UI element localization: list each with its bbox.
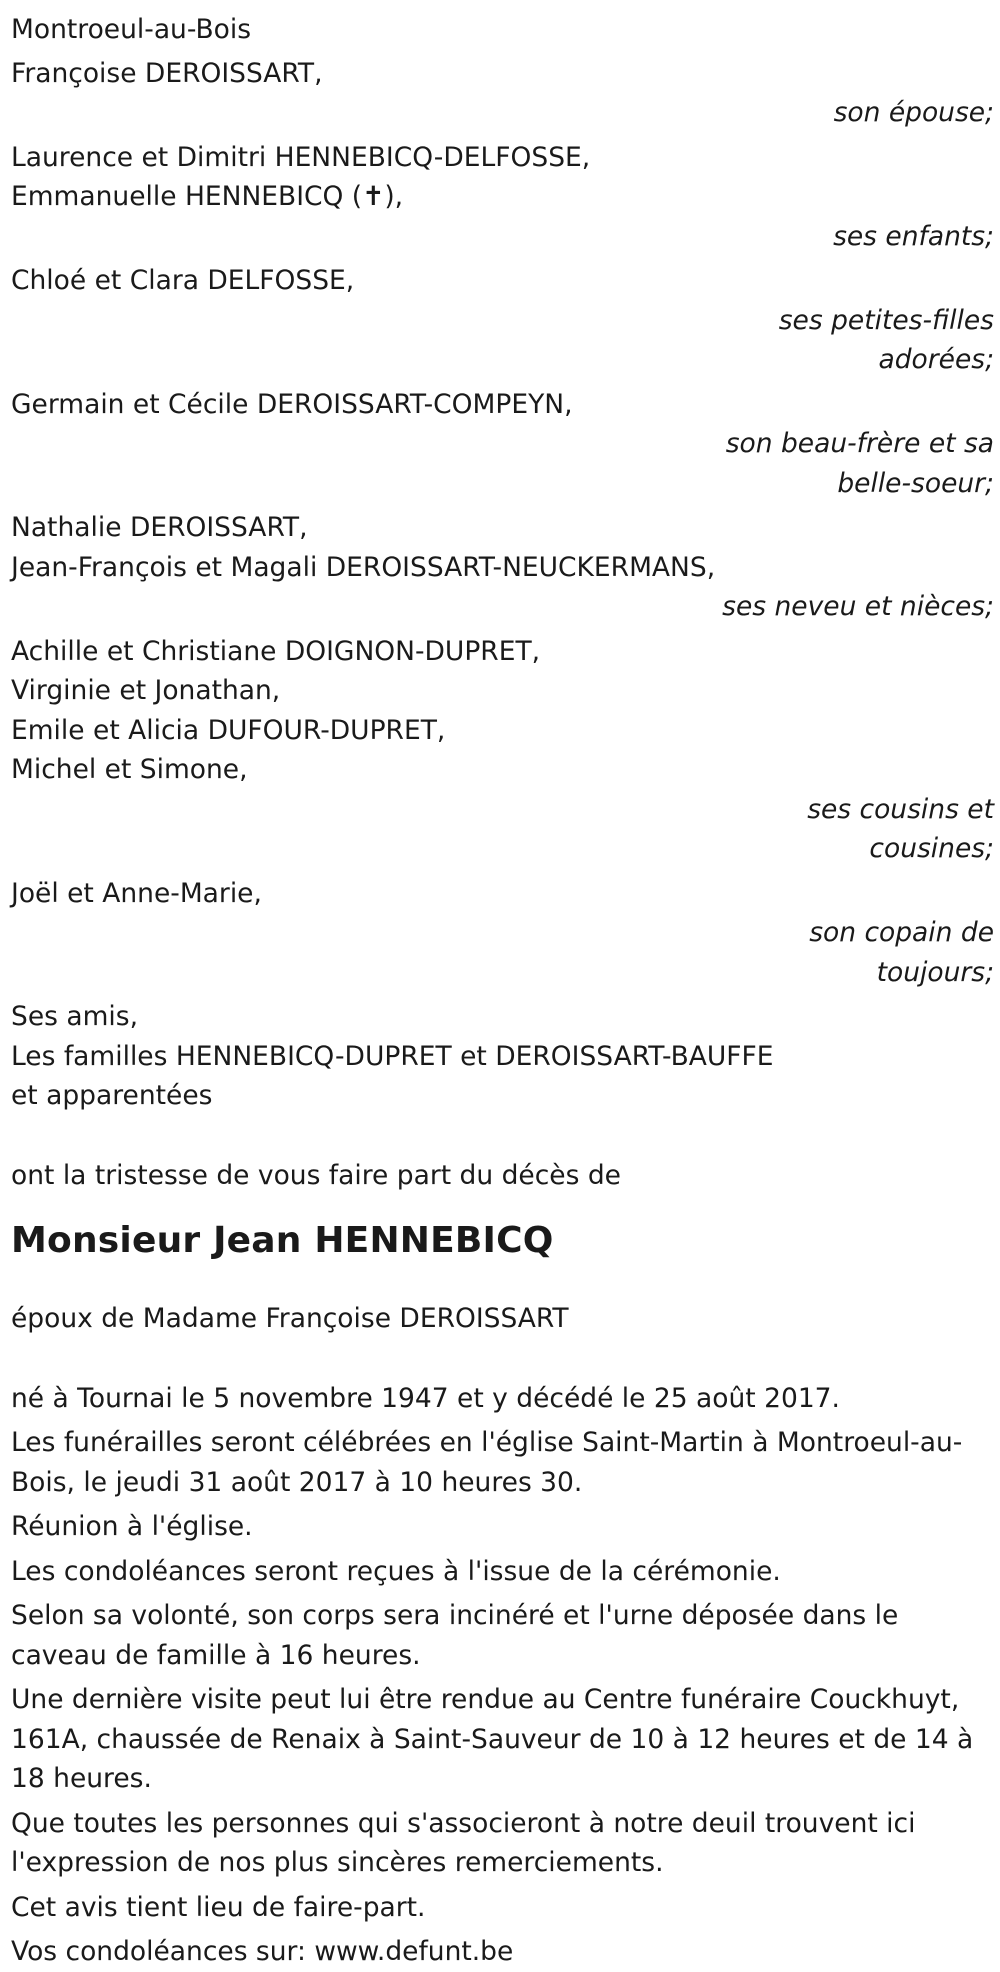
deceased-name: Monsieur Jean HENNEBICQ — [11, 1220, 554, 1261]
spouse-line: époux de Madame Françoise DEROISSART — [11, 1303, 569, 1334]
family-relation: ses cousins et cousines; — [807, 793, 994, 864]
family-name-line: Chloé et Clara DELFOSSE, — [11, 265, 355, 296]
location-line: Montroeul-au-Bois — [11, 14, 252, 45]
announcement-line: ont la tristesse de vous faire part du décès de — [11, 1159, 621, 1191]
family-name-line: Emile et Alicia DUFOUR-DUPRET, — [11, 714, 446, 746]
family-name-line: Germain et Cécile DEROISSART-COMPEYN, — [11, 388, 573, 420]
closing-name-line: Ses amis, — [11, 1001, 139, 1032]
family-entry — [11, 508, 994, 627]
paragraph-thanks: Que toutes les personnes qui s'associeront à notre deuil trouvent ici l'expression de nos plus sincères remerciements. — [11, 1807, 916, 1878]
closing-name-line: Les familles HENNEBICQ-DUPRET et DEROISSART-BAUFFE — [11, 1040, 774, 1072]
paragraph-notice: Cet avis tient lieu de faire-part. — [11, 1891, 426, 1923]
family-name-line: Achille et Christiane DOIGNON-DUPRET, — [11, 635, 541, 667]
paragraph-meeting: Réunion à l'église. — [11, 1511, 253, 1542]
family-name-line: Emmanuelle HENNEBICQ (✝), — [11, 181, 404, 212]
closing-name-line: et apparentées — [11, 1080, 213, 1111]
closing-names — [11, 997, 994, 1116]
family-name-line: Françoise DEROISSART, — [11, 57, 323, 89]
family-name-line: Michel et Simone, — [11, 754, 248, 785]
family-relation: ses petites-filles adorées; — [778, 304, 994, 375]
paragraph-condolences: Les condoléances seront reçues à l'issue de la cérémonie. — [11, 1555, 781, 1587]
family-entry — [11, 385, 994, 504]
paragraph-visit: Une dernière visite peut lui être rendue au Centre funéraire Couckhuyt, 161A, chaussée de Renaix à Saint-Sauveur de 10 à 12 heures et de 14 à 18 heures. — [11, 1684, 974, 1794]
family-name-line: Nathalie DEROISSART, — [11, 512, 308, 543]
family-name-line: Virginie et Jonathan, — [11, 675, 281, 706]
family-entry — [11, 632, 994, 869]
obituary-notice — [11, 10, 994, 1972]
family-name-line: Jean-François et Magali DEROISSART-NEUCKERMANS, — [11, 551, 716, 583]
paragraph-funeral: Les funérailles seront célébrées en l'église Saint-Martin à Montroeul-au-Bois, le jeudi 31 août 2017 à 10 heures 30. — [11, 1427, 963, 1498]
family-name-line: Joël et Anne-Marie, — [11, 877, 262, 909]
family-relation: son copain de toujours; — [809, 917, 994, 988]
family-entry — [11, 138, 994, 257]
family-entry — [11, 54, 994, 133]
paragraph-website: Vos condoléances sur: www.defunt.be — [11, 1936, 514, 1967]
family-relation: ses neveu et nièces; — [722, 591, 994, 622]
paragraph-birth-death: né à Tournai le 5 novembre 1947 et y décédé le 25 août 2017. — [11, 1382, 840, 1414]
family-entry — [11, 874, 994, 993]
family-relation: son épouse; — [833, 97, 994, 128]
family-relation: son beau-frère et sa belle-soeur; — [725, 428, 994, 499]
family-relation: ses enfants; — [833, 220, 994, 252]
family-name-line: Laurence et Dimitri HENNEBICQ-DELFOSSE, — [11, 141, 591, 173]
paragraph-cremation: Selon sa volonté, son corps sera incinéré et l'urne déposée dans le caveau de famille à 16 heures. — [11, 1600, 899, 1671]
family-entry — [11, 261, 994, 380]
